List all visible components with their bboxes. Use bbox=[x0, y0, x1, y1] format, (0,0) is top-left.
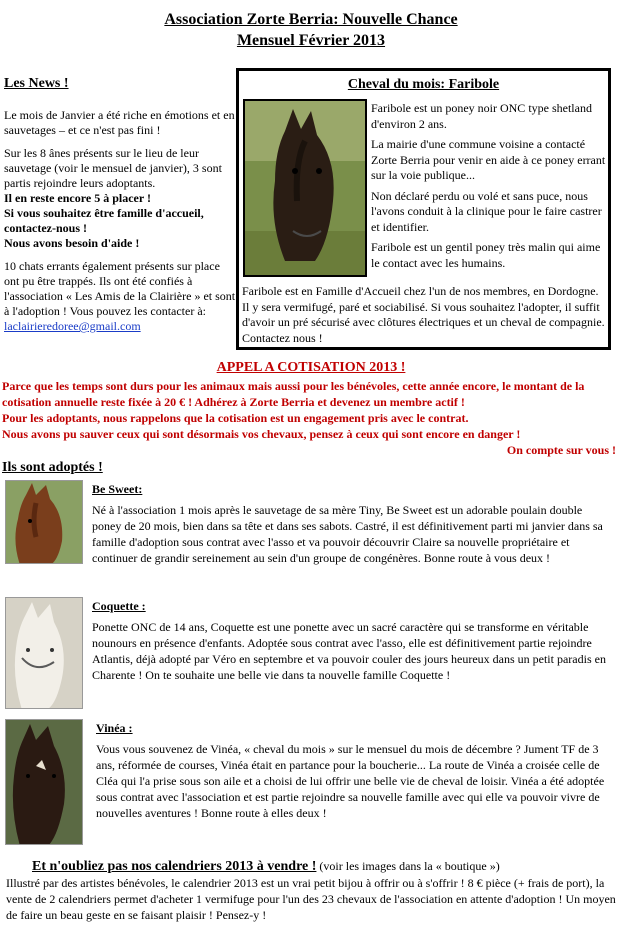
coquette-photo bbox=[5, 597, 83, 709]
featured-paragraph: Faribole est un gentil poney très malin qui aime le contact avec les humains. bbox=[371, 240, 601, 270]
cotisation-line: Parce que les temps sont durs pour les animaux mais aussi pour les bénévoles, cette année encore, le montant de la cotisation annuelle reste fixée à 20 € ! Adhérez à Zorte Berria et devenez un membre actif ! bbox=[2, 379, 585, 409]
horse-photo-icon bbox=[6, 598, 83, 709]
calendar-note: (voir les images dans la « boutique ») bbox=[316, 859, 500, 873]
news-text: Sur les 8 ânes présents sur le lieu de leur sauvetage (voir le mensuel de janvier), 3 sont partis rejoindre leurs adoptants. bbox=[4, 146, 222, 190]
cotisation-heading: APPEL A COTISATION 2013 ! bbox=[216, 360, 406, 375]
newsletter-subtitle: Mensuel Février 2013 bbox=[236, 32, 386, 49]
news-emphasis: Il en reste encore 5 à placer ! bbox=[4, 191, 151, 205]
calendar-heading-line bbox=[4, 858, 616, 875]
calendar-heading: Et n'oubliez pas nos calendriers 2013 à vendre ! bbox=[32, 859, 317, 874]
adopted-description: Vous vous souvenez de Vinéa, « cheval du mois » sur le mensuel du mois de décembre ? Jument TF de 3 ans, réformée de courses, Vinéa était en partance pour la boucherie... La route de Vinéa a croisée celle de Cléa qui l'a prise sous son aile et a choisi de lui offrir une belle vie de cheval de loisir. Vinéa a été adoptée sous contrat avec l'association et est partie rejoindre sa nouvelle famille avec qui elle va pouvoir vivre de nouvelles aventures ! Bonne route à elles deux ! bbox=[96, 742, 605, 820]
vinea-photo bbox=[5, 719, 83, 845]
adopted-heading: Ils sont adoptés ! bbox=[2, 460, 103, 475]
news-heading: Les News ! bbox=[4, 76, 69, 91]
news-column bbox=[4, 108, 236, 342]
news-paragraph bbox=[4, 146, 236, 251]
news-emphasis: Si vous souhaitez être famille d'accueil, contactez-nous ! bbox=[4, 206, 204, 235]
news-paragraph: Le mois de Janvier a été riche en émotions et en sauvetages – et ce n'est pas fini ! bbox=[4, 108, 235, 137]
news-text: 10 chats errants également présents sur place ont pu être trappés. Ils ont été confiés à l'association « Les Amis de la Clairière » et sont à l'adoption ! Vous pouvez les contacter à: bbox=[4, 259, 236, 318]
featured-paragraph: Faribole est un poney noir ONC type shetland d'environ 2 ans. bbox=[371, 101, 592, 131]
faribole-photo bbox=[243, 99, 367, 277]
featured-paragraph: La mairie d'une commune voisine a contacté Zorte Berria pour venir en aide à ce poney errant sur la voie publique... bbox=[371, 137, 606, 182]
pony-photo-icon bbox=[245, 101, 365, 275]
adopted-name: Be Sweet: bbox=[92, 482, 143, 496]
adopted-description: Ponette ONC de 14 ans, Coquette est une ponette avec un sacré caractère qui se transforme en véritable nounours en présence d'enfants. Adoptée sous contrat avec l'asso, elle est définitivement partie rejoindre Atlantis, déjà adopté par Véro en septembre et va pouvoir couler des jours heureux dans un petit paradis en Charente ! On te souhaite une belle vie dans ta nouvelle famille Coquette ! bbox=[92, 620, 606, 682]
adopted-name: Coquette : bbox=[92, 599, 146, 613]
adopted-description: Né à l'association 1 mois après le sauvetage de sa mère Tiny, Be Sweet est un adorable poulain double poney de 20 mois, bien dans sa tête et dans ses sabots. Castré, il est définitivement parti mi janvier dans sa famille d'adoption sous contrat avec l'asso et va pouvoir découvrir Claire sa nouvelle propriétaire et continuer de grandir sereinement au sein d'un groupe de congénères. Bonne route à vous deux ! bbox=[92, 503, 603, 565]
cotisation-line: Nous avons pu sauver ceux qui sont désormais vos chevaux, pensez à ceux qui sont encore en danger ! bbox=[2, 427, 521, 441]
calendar-section bbox=[4, 858, 616, 923]
horse-of-month-text bbox=[371, 101, 606, 276]
horse-photo-icon bbox=[6, 720, 83, 845]
calendar-text: Illustré par des artistes bénévoles, le calendrier 2013 est un vrai petit bijou à offrir ou à s'offrir ! 8 € pièce (+ frais de port), la vente de 2 calendriers permet d'acheter 1 vermifuge pour l'un des 23 chevaux de l'association en attente d'adoption ! Un moyen de faire un beau geste en se faisant plaisir ! Pensez-y ! bbox=[6, 876, 616, 922]
adopted-name: Vinéa : bbox=[96, 721, 133, 735]
newsletter-title: Association Zorte Berria: Nouvelle Chance bbox=[164, 11, 458, 28]
horse-photo-icon bbox=[6, 481, 83, 564]
horse-of-month-box bbox=[236, 68, 611, 350]
horse-of-month-heading: Cheval du mois: Faribole bbox=[347, 77, 500, 92]
news-emphasis: Nous avons besoin d'aide ! bbox=[4, 236, 140, 250]
be-sweet-photo bbox=[5, 480, 83, 564]
cotisation-line: On compte sur vous ! bbox=[506, 443, 616, 457]
featured-paragraph: Non déclaré perdu ou volé et sans puce, nous l'avons conduit à la clinique pour le faire castrer et identifier. bbox=[371, 188, 602, 234]
email-link[interactable]: laclairieredoree@gmail.com bbox=[4, 319, 141, 333]
cotisation-text bbox=[2, 378, 616, 458]
cotisation-line: Pour les adoptants, nous rappelons que la cotisation est un engagement pris avec le contrat. bbox=[2, 411, 469, 425]
featured-paragraph: Faribole est en Famille d'Accueil chez l'un de nos membres, en Dordogne. Il y sera vermifugé, paré et sociabilisé. Si vous souhaitez l'adopter, il suffit d'avoir un pré sécurisé avec clôtures électriques et un cheval de compagnie. Contactez nous ! bbox=[242, 284, 605, 345]
news-paragraph bbox=[4, 259, 236, 334]
